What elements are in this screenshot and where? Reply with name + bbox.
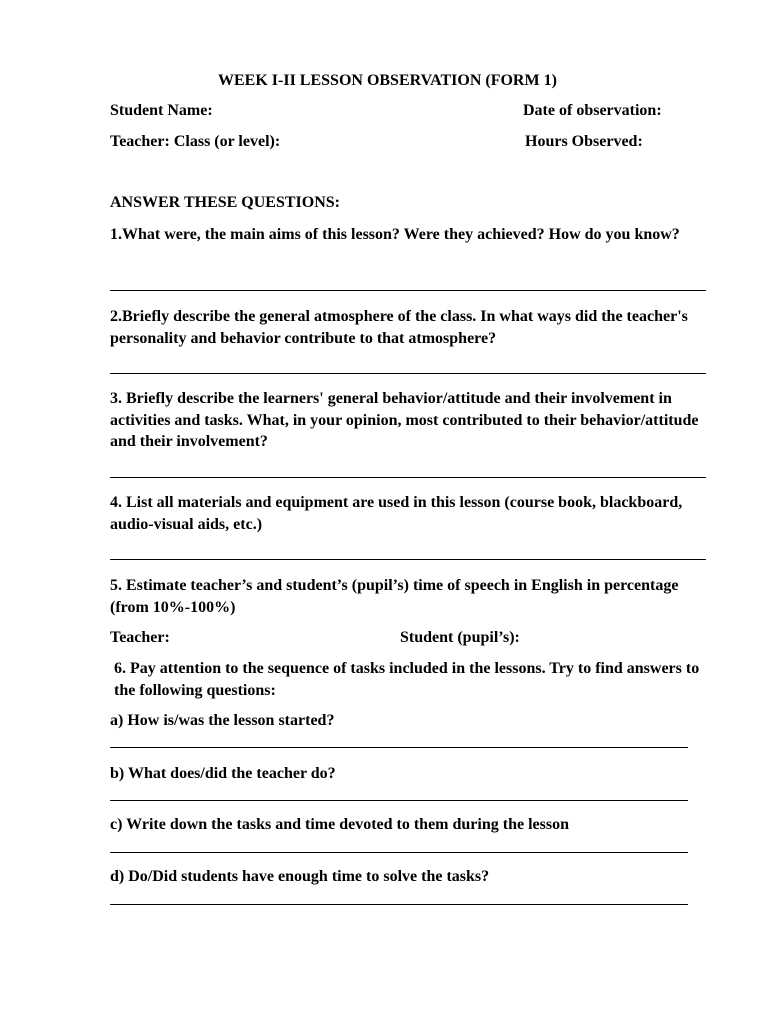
instructions-heading: ANSWER THESE QUESTIONS: xyxy=(110,194,340,211)
question-4: 4. List all materials and equipment are used in this lesson (course book, blackboard, audio-visual aids, etc.) xyxy=(110,494,683,533)
q5-student-label: Student (pupil’s): xyxy=(400,629,520,646)
answer-line-6d xyxy=(110,904,688,905)
question-2: 2.Briefly describe the general atmosphere of the class. In what ways did the teacher's personality and behavior contribute to that atmosphere? xyxy=(110,308,688,347)
question-3: 3. Briefly describe the learners' general behavior/attitude and their involvement in activities and tasks. What, in your opinion, most contributed to their behavior/attitude and their involvement? xyxy=(110,390,699,450)
answer-line-3 xyxy=(110,477,706,478)
hours-observed-label: Hours Observed: xyxy=(525,133,643,150)
question-6: 6. Pay attention to the sequence of tasks included in the lessons. Try to find answers to the following questions: xyxy=(114,660,700,699)
teacher-class-label: Teacher: Class (or level): xyxy=(110,133,281,150)
question-6a: a) How is/was the lesson started? xyxy=(110,712,335,729)
student-name-label: Student Name: xyxy=(110,102,213,119)
question-6b: b) What does/did the teacher do? xyxy=(110,765,336,782)
answer-line-1 xyxy=(110,290,706,291)
q5-teacher-label: Teacher: xyxy=(110,629,170,646)
answer-line-6c xyxy=(110,852,688,853)
question-6c: c) Write down the tasks and time devoted to them during the lesson xyxy=(110,816,569,833)
question-6d: d) Do/Did students have enough time to solve the tasks? xyxy=(110,868,490,885)
question-5: 5. Estimate teacher’s and student’s (pupil’s) time of speech in English in percentage (from 10%-100%) xyxy=(110,577,679,616)
answer-line-2 xyxy=(110,373,706,374)
answer-line-4 xyxy=(110,559,706,560)
question-1: 1.What were, the main aims of this lesson? Were they achieved? How do you know? xyxy=(110,226,680,243)
answer-line-6a xyxy=(110,747,688,748)
answer-line-6b xyxy=(110,800,688,801)
form-title: WEEK I-II LESSON OBSERVATION (FORM 1) xyxy=(218,72,557,89)
date-of-observation-label: Date of observation: xyxy=(523,102,662,119)
